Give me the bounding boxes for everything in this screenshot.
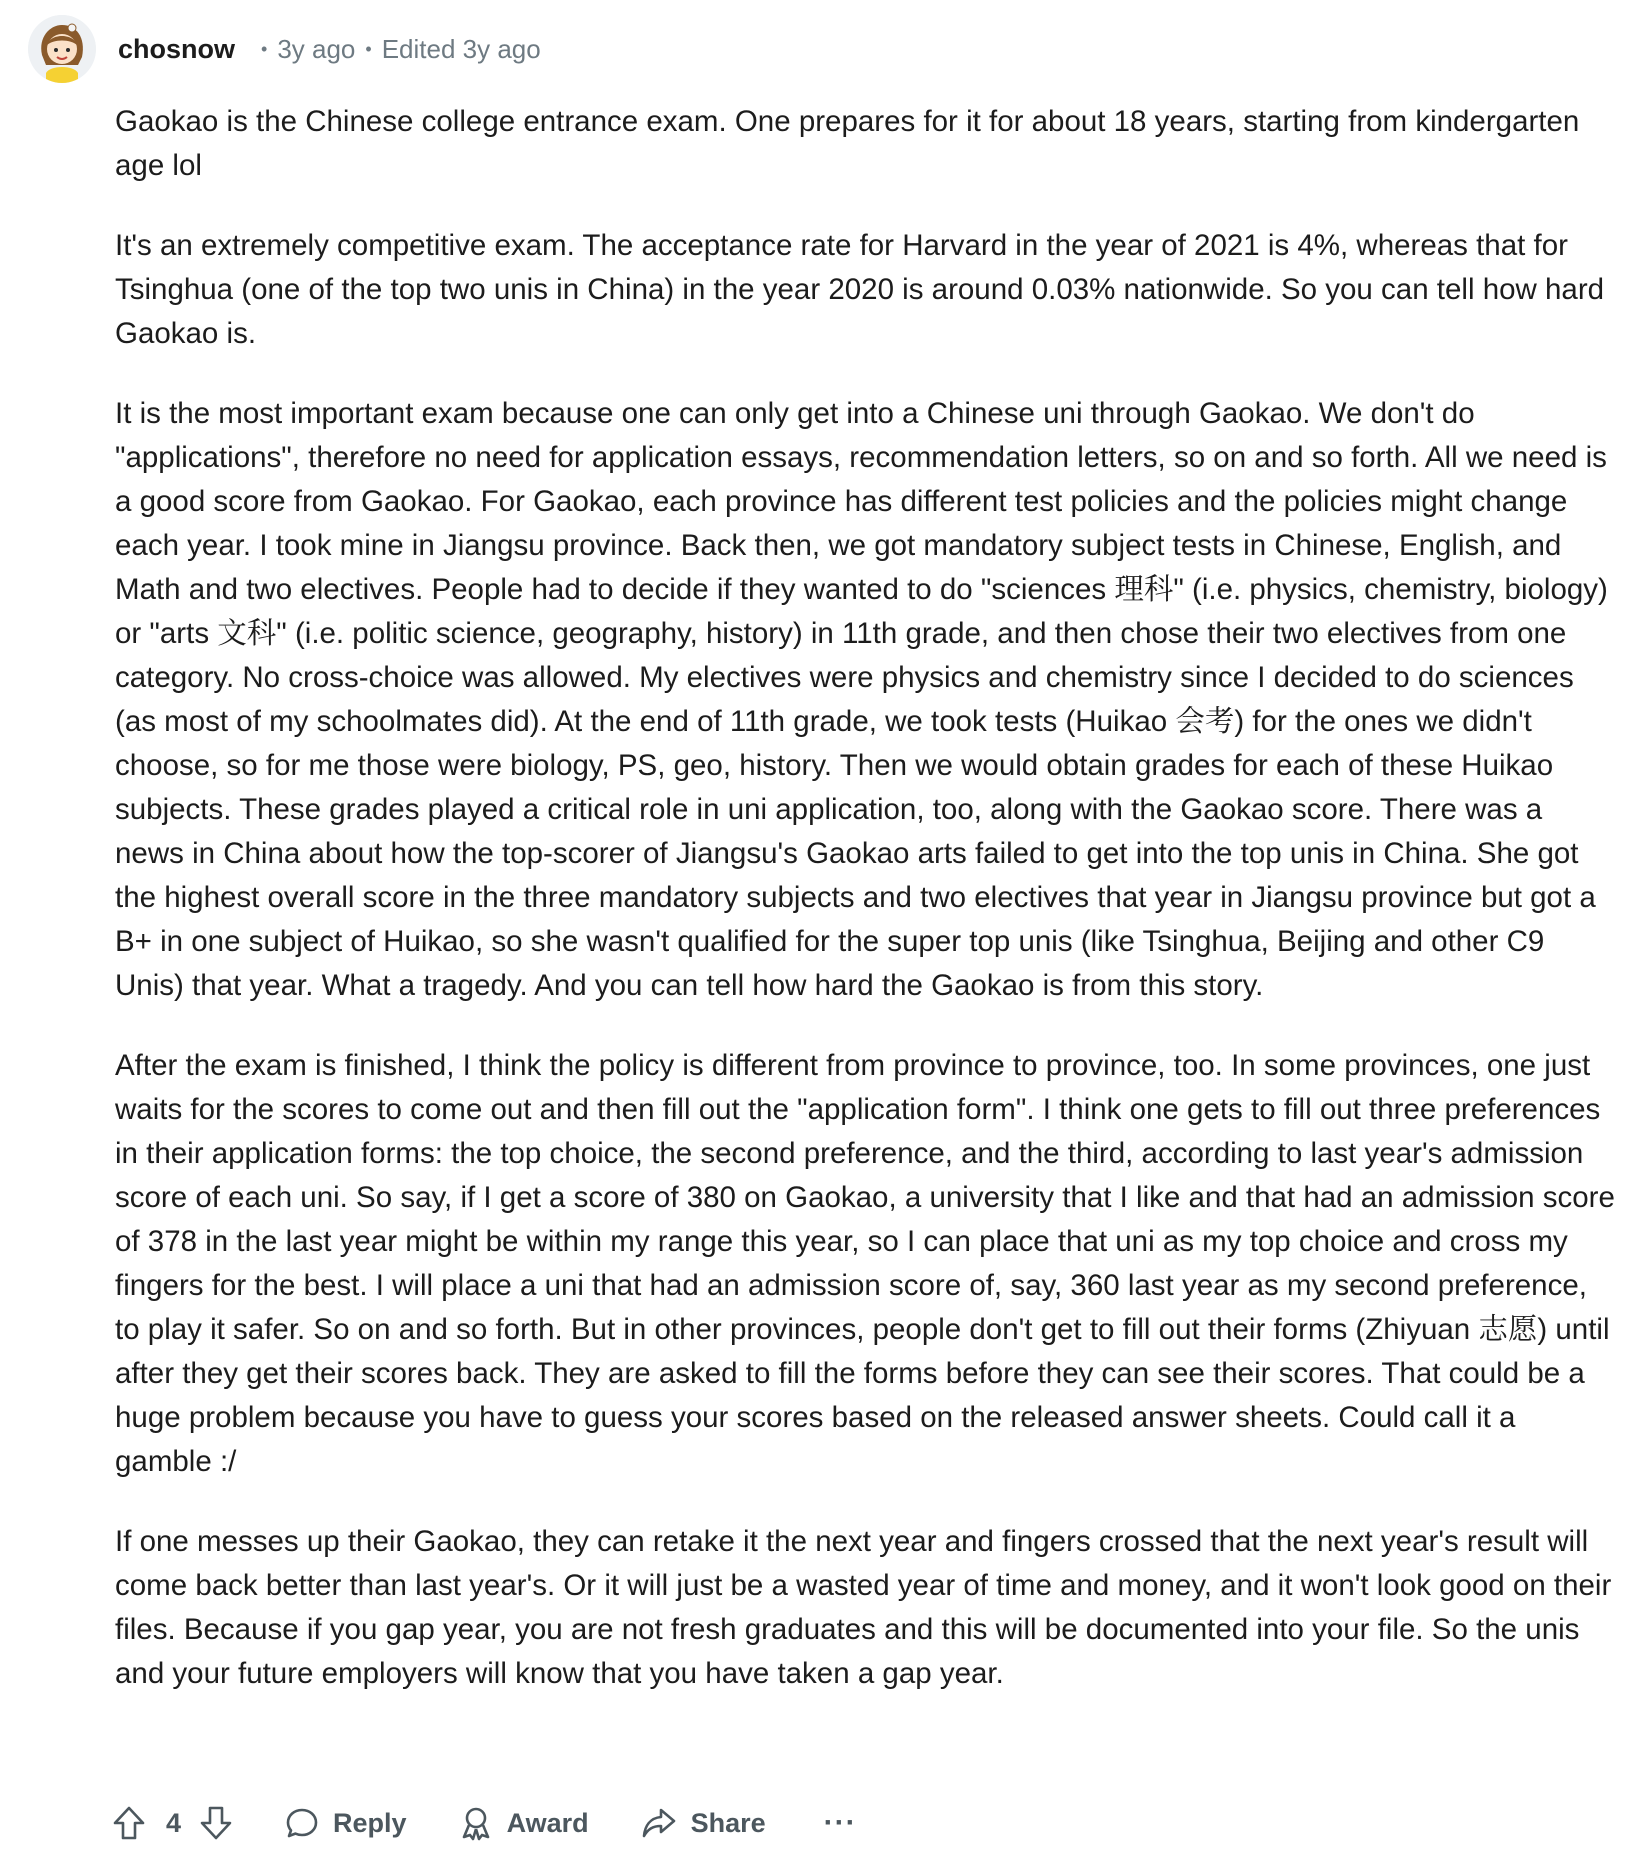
more-options-button[interactable]: ··· [823, 1806, 857, 1839]
upvote-arrow-icon[interactable] [112, 1805, 146, 1841]
reply-label: Reply [333, 1807, 407, 1838]
share-button[interactable] [641, 1806, 766, 1840]
avatar-illustration-icon [28, 15, 96, 83]
comment-paragraph: Gaokao is the Chinese college entrance exam. One prepares for it for about 18 years, starting from kindergarten age lol [115, 105, 1580, 182]
reply-button[interactable] [285, 1806, 407, 1840]
comment-action-bar [112, 1793, 857, 1853]
comment-paragraph: It's an extremely competitive exam. The acceptance rate for Harvard in the year of 2021 is 4%, whereas that for Tsinghua (one of the top two unis in China) in the year 2020 is around 0.03% nationwide. So you can tell how hard Gaokao is. [115, 229, 1605, 350]
edited-label: Edited 3y ago [381, 33, 541, 64]
comment-meta [251, 34, 541, 65]
share-label: Share [690, 1807, 766, 1838]
comment-paragraph: It is the most important exam because one can only get into a Chinese uni through Gaokao. We don't do "applications", therefore no need for application essays, recommendation letters, so on and so forth. All we need is a good score from Gaokao. For Gaokao, each province has different test policies and the policies might change each year. I took mine in Jiangsu province. Back then, we got mandatory subject tests in Chinese, English, and Math and two electives. People had to decide if they wanted to do "sciences 理科" (i.e. physics, chemistry, biology) or "arts 文科" (i.e. politic science, geography, history) in 11th grade, and then chose their two electives from one category. No cross-choice was allowed. My electives were physics and chemistry since I decided to do sciences (as most of my schoolmates did). At the end of 11th grade, we took tests (Huikao 会考) for the ones we didn't choose, so for me those were biology, PS, geo, history. Then we would obtain grades for each of these Huikao subjects. These grades played a critical role in uni application, too, along with the Gaokao score. There was a news in China about how the top-scorer of Jiangsu's Gaokao arts failed to get into the top unis in China. She got the highest overall score in the three mandatory subjects and two electives that year in Jiangsu province but got a B+ in one subject of Huikao, so she wasn't qualified for the super top unis (like Tsinghua, Beijing and other C9 Unis) that year. What a tragedy. And you can tell how hard the Gaokao is from this story. [115, 397, 1608, 1002]
speech-bubble-icon [285, 1806, 319, 1840]
downvote-arrow-icon[interactable] [199, 1805, 233, 1841]
award-button[interactable] [459, 1805, 589, 1841]
meta-separator: • [261, 38, 268, 59]
vote-count: 4 [166, 1807, 182, 1838]
award-ribbon-icon [459, 1805, 493, 1841]
author-username[interactable]: chosnow [118, 33, 236, 64]
comment-paragraph: If one messes up their Gaokao, they can retake it the next year and fingers crossed that the next year's result will come back better than last year's. Or it will just be a wasted year of time and money, and it won't look good on their files. Because if you gap year, you are not fresh graduates and this will be documented into your file. So the unis and your future employers will know that you have taken a gap year. [115, 1525, 1612, 1690]
award-label: Award [506, 1807, 589, 1838]
avatar[interactable] [28, 15, 96, 83]
meta-separator: • [365, 38, 372, 59]
comment-body [115, 100, 1615, 1732]
comment-header [28, 14, 541, 84]
comment-paragraph: After the exam is finished, I think the policy is different from province to province, too. In some provinces, one just waits for the scores to come out and then fill out the "application form". I think one gets to fill out three preferences in their application forms: the top choice, the second preference, and the third, according to last year's admission score of each uni. So say, if I get a score of 380 on Gaokao, a university that I like and that had an admission score of 378 in the last year might be within my range this year, so I can place that uni as my top choice and cross my fingers for the best. I will place a uni that had an admission score of, say, 360 last year as my second preference, to play it safer. So on and so forth. But in other provinces, people don't get to fill out their forms (Zhiyuan 志愿) until after they get their scores back. They are asked to fill the forms before they can see their scores. That could be a huge problem because you have to guess your scores based on the released answer sheets. Could call it a gamble :/ [115, 1049, 1615, 1478]
share-arrow-icon [641, 1806, 677, 1840]
timestamp[interactable]: 3y ago [277, 33, 356, 64]
